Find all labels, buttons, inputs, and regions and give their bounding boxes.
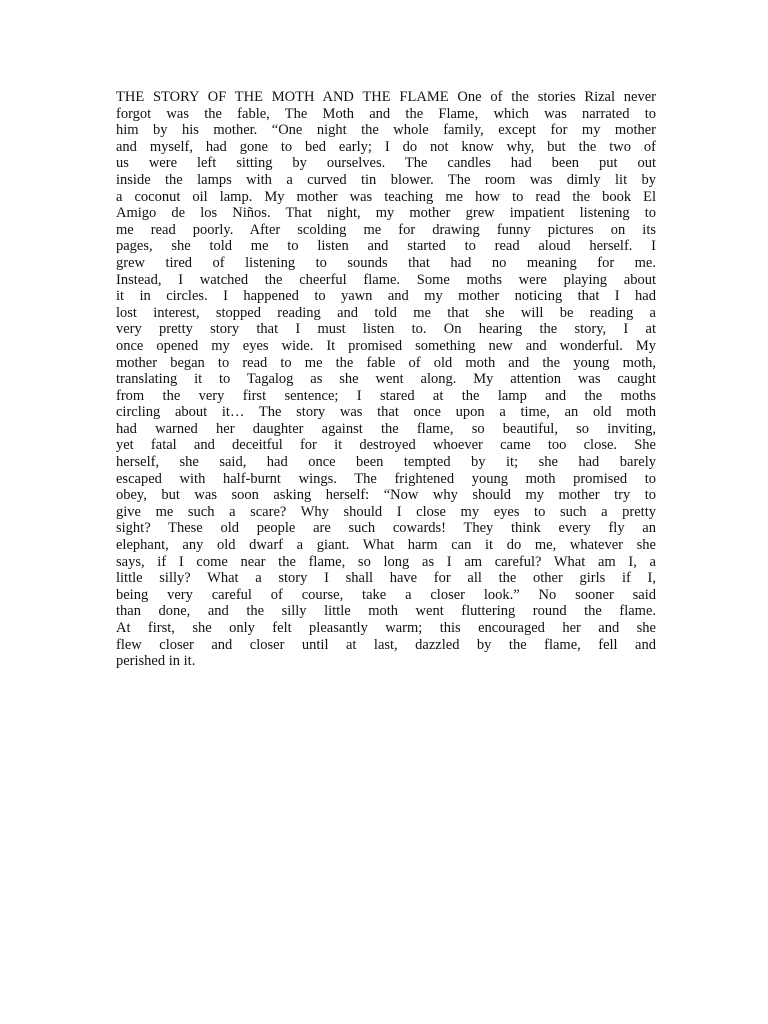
- text-line: very pretty story that I must listen to. On hearing the story, I at: [116, 321, 656, 338]
- text-line: says, if I come near the flame, so long as I am careful? What am I, a: [116, 553, 656, 570]
- text-line: THE STORY OF THE MOTH AND THE FLAME One of the stories Rizal never: [116, 89, 656, 105]
- text-line: herself, she said, had once been tempted by it; she had barely: [116, 454, 656, 471]
- text-line: give me such a scare? Why should I close my eyes to such a pretty: [116, 503, 656, 520]
- text-line: inside the lamps with a curved tin blower. The room was dimly lit by: [116, 171, 656, 188]
- text-line: translating it to Tagalog as she went along. My attention was caught: [116, 371, 656, 388]
- text-line: perished in it.: [116, 653, 196, 670]
- text-line: At first, she only felt pleasantly warm; this encouraged her and she: [116, 620, 656, 636]
- text-line: than done, and the silly little moth went fluttering round the flame.: [116, 603, 656, 620]
- text-line: Instead, I watched the cheerful flame. Some moths were playing about: [116, 271, 656, 288]
- text-line: elephant, any old dwarf a giant. What harm can it do me, whatever she: [116, 537, 656, 554]
- text-line: obey, but was soon asking herself: “Now why should my mother try to: [116, 487, 656, 504]
- text-line: yet fatal and deceitful for it destroyed whoever came too close. She: [116, 437, 656, 454]
- text-line: flew closer and closer until at last, dazzled by the flame, fell and: [116, 636, 656, 653]
- text-line: forgot was the fable, The Moth and the Flame, which was narrated to: [116, 105, 656, 122]
- text-line: mother began to read to me the fable of old moth and the young moth,: [116, 354, 656, 371]
- text-line: circling about it… The story was that once upon a time, an old moth: [116, 404, 656, 421]
- text-line: a coconut oil lamp. My mother was teaching me how to read the book El: [116, 188, 656, 205]
- text-line: little silly? What a story I shall have for all the other girls if I,: [116, 570, 656, 587]
- text-line: once opened my eyes wide. It promised something new and wonderful. My: [116, 337, 656, 354]
- text-line: lost interest, stopped reading and told me that she will be reading a: [116, 304, 656, 321]
- text-line: and myself, had gone to bed early; I do not know why, but the two of: [116, 138, 656, 155]
- text-line: from the very first sentence; I stared at the lamp and the moths: [116, 387, 656, 404]
- text-line: Amigo de los Niños. That night, my mother grew impatient listening to: [116, 205, 656, 222]
- text-line: escaped with half-burnt wings. The frightened young moth promised to: [116, 470, 656, 487]
- story-text: [116, 89, 656, 670]
- text-line: pages, she told me to listen and started to read aloud herself. I: [116, 238, 656, 255]
- text-line: me read poorly. After scolding me for drawing funny pictures on its: [116, 221, 656, 238]
- text-line: sight? These old people are such cowards! They think every fly an: [116, 520, 656, 537]
- text-line: him by his mother. “One night the whole family, except for my mother: [116, 122, 656, 139]
- text-line: it in circles. I happened to yawn and my mother noticing that I had: [116, 288, 656, 305]
- text-line: grew tired of listening to sounds that had no meaning for me.: [116, 254, 656, 271]
- text-line: being very careful of course, take a closer look.” No sooner said: [116, 586, 656, 603]
- text-line: us were left sitting by ourselves. The candles had been put out: [116, 155, 656, 172]
- text-line: had warned her daughter against the flame, so beautiful, so inviting,: [116, 420, 656, 437]
